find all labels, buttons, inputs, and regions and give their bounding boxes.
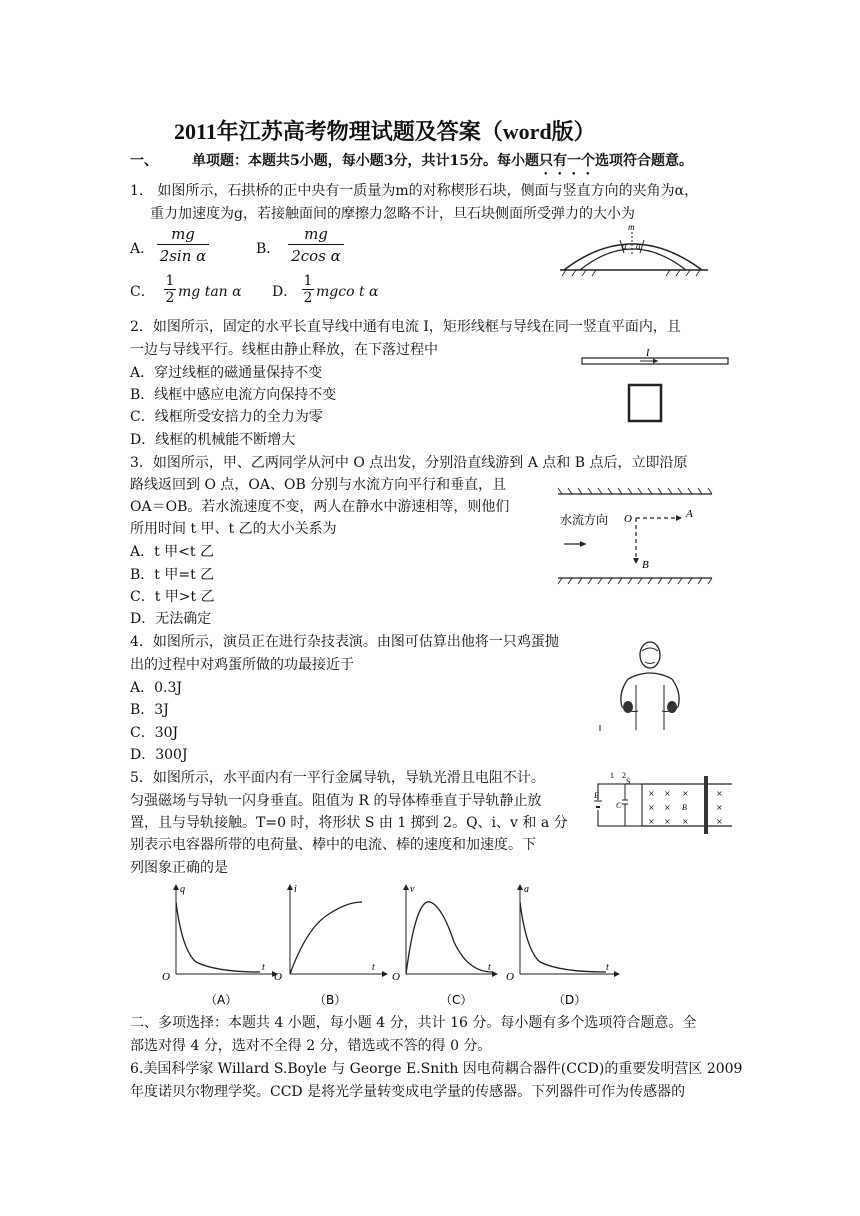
q1-option-d-half-denominator: 2 (303, 290, 313, 306)
graph-a-xlabel: t (262, 962, 265, 973)
q3-stem-line4: 所用时间 t 甲、t 乙的大小关系为 (130, 521, 337, 537)
rail-circuit-figure (594, 770, 734, 834)
svg-text:×: × (648, 789, 655, 798)
svg-text:×: × (716, 789, 723, 798)
river-label-a: A (686, 508, 693, 520)
q1-option-d-half-numerator: 1 (303, 273, 313, 289)
graph-a-ylabel: q (180, 884, 185, 895)
graph-c-ylabel: v (410, 884, 415, 895)
q1-option-d-half (302, 273, 314, 307)
svg-text:×: × (664, 803, 671, 812)
q2-option-d: D．线框的机械能不断增大 (130, 432, 296, 448)
section-one-heading-pre: 单项题：本题共5小题，每小题3分，共计15分。每小题 (192, 153, 539, 169)
section-one-heading-post: 选项符合题意。 (594, 153, 693, 169)
arch-label-alpha-right: α (636, 241, 641, 251)
section-two-line2: 部选对得 4 分，选对不全得 2 分，错选或不答的得 0 分。 (130, 1038, 492, 1054)
svg-text:×: × (716, 803, 723, 812)
q4-option-d: D．300J (130, 747, 188, 763)
graph-d-origin: O (506, 971, 514, 983)
q2-stem-line2: 一边与导线平行。线框由静止释放，在下落过程中 (130, 342, 438, 358)
q3-option-d: D．无法确定 (130, 611, 212, 627)
graph-c-origin: O (392, 971, 400, 983)
q1-option-a-fraction (157, 224, 209, 267)
graph-d (506, 884, 620, 1007)
graph-a (162, 884, 278, 1007)
svg-text:×: × (682, 817, 689, 826)
q5-stem-line1: 5．如图所示，水平面内有一平行金属导轨，导轨光滑且电阻不计。 (130, 770, 545, 786)
circuit-label-s: S (626, 777, 631, 786)
svg-text:×: × (682, 789, 689, 798)
q1-stem-line2: 重力加速度为g，若接触面间的摩擦力忽略不计，旦石块侧面所受弹力的大小为 (150, 206, 635, 222)
q1-option-c-half-denominator: 2 (165, 290, 175, 306)
q5-stem-line3: 置，且与导轨接触。T=0 时，将形状 S 由 1 掷到 2。Q、i、v 和 a 分 (130, 815, 568, 831)
circuit-label-1: 1 (610, 771, 614, 780)
graph-a-caption: （A） (205, 993, 238, 1007)
circuit-label-b: B (682, 803, 687, 812)
graph-c (392, 884, 498, 1007)
svg-text:×: × (664, 817, 671, 826)
q3-stem-line1: 3．如图所示，甲、乙两同学从河中 O 点出发，分别沿直线游到 A 点和 B 点后，立即沿原 (130, 455, 688, 471)
circuit-label-2: 2 (622, 771, 626, 780)
arch-bridge-figure (560, 222, 710, 282)
q1-option-d-expression: mgco t α (316, 284, 379, 300)
q3-option-c: C．t 甲>t 乙 (130, 589, 215, 605)
graph-b-origin: O (274, 971, 282, 983)
circuit-label-e: E (594, 791, 599, 800)
juggler-figure (600, 635, 700, 735)
arch-label-alpha-left: α (622, 241, 627, 251)
q1-option-b-label: B． (256, 241, 281, 257)
q5-stem-line2: 匀强磁场与导轨一闪身垂直。阻值为 R 的导体棒垂直于导轨静止放 (130, 793, 542, 809)
q4-stem-line1: 4．如图所示，演员正在进行杂技表演。由图可估算出他将一只鸡蛋抛 (130, 634, 559, 650)
section-one-heading-emphasis: 只有一个 (538, 153, 595, 169)
q5-stem-line4: 别表示电容器所带的电荷量、棒中的电流、棒的速度和加速度。下 (130, 837, 536, 853)
graph-c-xlabel: t (488, 962, 491, 973)
svg-text:×: × (648, 817, 655, 826)
q1-option-b-fraction (288, 224, 344, 267)
q1-option-c-half (164, 273, 176, 307)
graph-d-xlabel: t (606, 962, 609, 973)
q1-option-b-denominator: 2cos α (291, 247, 341, 265)
page-title: 2011年江苏高考物理试题及答案（word版） (174, 119, 596, 144)
q4-option-b: B．3J (130, 702, 169, 718)
q1-option-b-numerator: mg (288, 224, 344, 245)
svg-text:×: × (716, 817, 723, 826)
q3-stem-line2: 路线返回到 O 点，OA、OB 分别与水流方向平行和垂直，且 (130, 477, 507, 493)
graph-b (274, 884, 388, 1007)
graph-b-caption: （B） (314, 993, 347, 1007)
q2-option-a: A．穿过线框的磁通量保持不变 (130, 365, 323, 381)
river-figure (556, 486, 716, 586)
river-flow-label: 水流方向 (560, 513, 609, 527)
q1-option-a-label: A． (130, 241, 155, 257)
svg-text:×: × (664, 789, 671, 798)
q1-option-a-numerator: mg (157, 224, 209, 245)
river-label-b: B (642, 559, 649, 571)
river-label-o: O (624, 513, 632, 525)
q1-option-a-denominator: 2sin α (159, 247, 207, 265)
q1-option-c-half-numerator: 1 (165, 273, 175, 289)
q6-stem-line2: 年度诺贝尔物理学奖。CCD 是将光学量转变成电学量的传感器。下列器件可作为传感器的 (130, 1084, 686, 1100)
q6-stem-line1: 6.美国科学家 Willard S.Boyle 与 George E.Snith 因电荷耦合器件(CCD)的重要发明营区 2009 (130, 1061, 743, 1077)
wire-current-label: I (646, 348, 650, 359)
q2-stem-line1: 2．如图所示，固定的水平长直导线中通有电流 I，矩形线框与导线在同一竖直平面内，且 (130, 319, 681, 335)
q2-option-b: B．线框中感应电流方向保持不变 (130, 387, 337, 403)
q4-option-a: A．0.3J (130, 680, 182, 696)
graph-b-xlabel: t (372, 962, 375, 973)
graph-c-caption: （C） (440, 993, 473, 1007)
section-one-number: 一、 (130, 153, 158, 169)
q4-stem-line2: 出的过程中对鸡蛋所做的功最接近于 (130, 657, 354, 673)
q5-graph-row (150, 880, 710, 1008)
graph-b-ylabel: i (294, 884, 297, 895)
wire-loop-figure (580, 350, 730, 430)
section-one-heading (192, 150, 693, 178)
q3-option-b: B．t 甲=t 乙 (130, 567, 215, 583)
q4-option-c: C．30J (130, 725, 179, 741)
section-two-line1: 二、多项选择：本题共 4 小题，每小题 4 分，共计 16 分。每小题有多个选项符合题意。全 (130, 1015, 697, 1031)
q3-option-a: A．t 甲<t 乙 (130, 544, 214, 560)
q2-option-c: C．线框所受安掊力的全力为零 (130, 409, 323, 425)
q1-stem-line1: 1． 如图所示，石拱桥的正中央有一质量为m的对称楔形石块，侧面与竖直方向的夹角为α， (130, 183, 699, 199)
q1-option-c-label: C． (130, 284, 155, 300)
q5-stem-line5: 列图象正确的是 (130, 860, 228, 876)
arch-label-m: m (628, 222, 635, 232)
q5-graphs-svg (150, 880, 710, 1008)
graph-d-ylabel: a (524, 884, 529, 895)
q3-stem-line3: OA＝OB。若水流速度不变，两人在静水中游速相等，则他们 (130, 499, 510, 515)
graph-d-caption: （D） (553, 993, 587, 1007)
q1-option-c-expression: mg tan α (178, 284, 242, 300)
svg-text:×: × (648, 803, 655, 812)
q1-option-d-label: D． (272, 284, 298, 300)
circuit-label-c: C (616, 801, 622, 810)
graph-a-origin: O (162, 971, 170, 983)
